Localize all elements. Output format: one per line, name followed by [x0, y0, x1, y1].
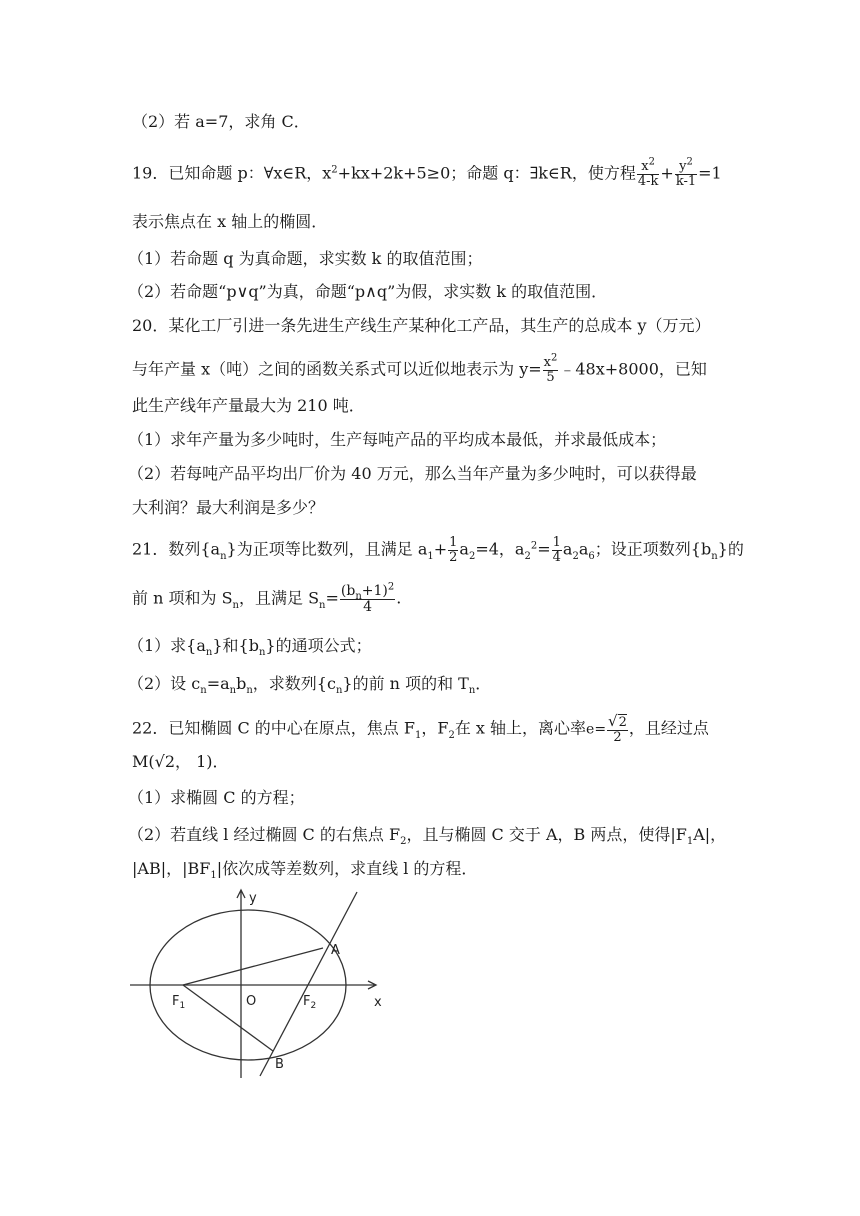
- fraction-y2: [675, 156, 697, 189]
- text-line: [132, 114, 310, 130]
- eccentricity-symbol: e=: [586, 721, 607, 738]
- text-line: [128, 284, 607, 300]
- ellipse-diagram: [128, 888, 388, 1083]
- text: }的: [717, 539, 744, 559]
- text-line: [132, 318, 711, 334]
- text: ，F: [421, 718, 449, 738]
- fraction-root2-2: $\frac{√2}{2}$: [608, 712, 627, 745]
- text-line: [132, 500, 324, 516]
- text: 21．数列{a: [132, 539, 221, 559]
- part-2-label: （2）若 a=7，求角 C．: [132, 112, 310, 131]
- plus-sign: +: [433, 539, 448, 559]
- text: }的前 n 项的和 T: [342, 674, 469, 693]
- problem-21-line: [128, 674, 492, 697]
- problem-20-part-1: （1）求年产量为多少吨时，生产每吨产品的平均成本最低，并求最低成本；: [128, 430, 667, 449]
- denominator: 4-k: [637, 173, 659, 189]
- subscript: n: [335, 685, 343, 697]
- text: }和{b: [212, 636, 259, 655]
- label-a: A: [331, 943, 340, 958]
- numerator: 1: [449, 535, 458, 550]
- fraction-x2: [637, 156, 660, 189]
- exponent: 2: [530, 540, 538, 552]
- text-line: [128, 466, 697, 482]
- label-b: B: [275, 1057, 284, 1072]
- text: ，求数列{c: [252, 674, 336, 693]
- numerator-part: (b: [340, 583, 356, 599]
- problem-22-line: [132, 859, 478, 882]
- text: =a: [206, 674, 230, 693]
- text: （2）设 c: [128, 674, 201, 693]
- denominator: k-1: [675, 173, 697, 189]
- text: ．: [475, 674, 492, 693]
- plus-sign: +: [660, 163, 674, 183]
- point-m: M(√2， 1)．: [132, 752, 229, 771]
- exponent: 2: [331, 164, 338, 176]
- denominator: 4: [552, 549, 561, 565]
- problem-20-text-a: 与年产量 x（吨）之间的函数关系式可以近似地表示为 y=: [132, 359, 542, 379]
- subscript: n: [355, 590, 362, 602]
- label-f1: [172, 994, 185, 1011]
- problem-20-text-b: ﹣48x+8000，已知: [559, 359, 707, 379]
- text: 22．已知椭圆 C 的中心在原点，焦点 F: [132, 718, 415, 738]
- problem-19-part-1: （1）若命题 q 为真命题，求实数 k 的取值范围；: [128, 249, 483, 268]
- problem-22-part-1: （1）求椭圆 C 的方程；: [128, 788, 305, 807]
- fraction-quarter: [552, 536, 562, 564]
- text-line: [132, 398, 365, 414]
- label-x: x: [374, 995, 382, 1010]
- label-f1-sub: 1: [179, 1001, 186, 1011]
- problem-20-text: 大利润？最大利润是多少？: [132, 498, 325, 517]
- text: A|，: [693, 825, 727, 844]
- subscript: n: [205, 647, 213, 659]
- text: .: [396, 588, 402, 608]
- segment-f1b: [183, 985, 273, 1051]
- fraction-half: [448, 536, 458, 564]
- text-line: [128, 432, 666, 448]
- subscript: n: [246, 685, 253, 697]
- subscript: n: [220, 550, 227, 562]
- denominator: 5: [546, 369, 555, 385]
- subscript: 1: [210, 870, 217, 882]
- text-line: [132, 214, 327, 230]
- text: 在 x 轴上，离心率: [454, 718, 587, 738]
- fraction-x2-5: [543, 352, 559, 385]
- subscript: n: [319, 599, 326, 611]
- denominator: 2: [449, 549, 458, 565]
- label-f1-letter: F: [172, 994, 180, 1009]
- numerator-part: +1): [361, 583, 388, 599]
- numerator-var: x: [543, 355, 551, 370]
- problem-20-part-2: （2）若每吨产品平均出厂价为 40 万元，那么当年产量为多少吨时，可以获得最: [128, 464, 697, 483]
- subscript: n: [258, 647, 266, 659]
- numerator-var: x: [641, 159, 649, 174]
- radicand: 2: [618, 715, 627, 730]
- problem-19-stem-a: 19．已知命题 p：∀x∈R，x: [132, 163, 332, 183]
- subscript: n: [711, 550, 718, 562]
- numerator-var: y: [679, 159, 687, 174]
- problem-22-line: [128, 825, 727, 848]
- text: ，且满足 S: [238, 588, 320, 608]
- problem-19-text: 表示焦点在 x 轴上的椭圆．: [132, 212, 328, 231]
- text: }为正项等比数列，且满足 a: [226, 539, 428, 559]
- subscript: 1: [686, 836, 694, 848]
- exponent: 2: [551, 352, 558, 364]
- text: =: [325, 588, 339, 608]
- label-f2-letter: F: [303, 994, 311, 1009]
- text: =4，a: [475, 539, 525, 559]
- fraction-bn: [340, 581, 395, 615]
- label-f2: [303, 994, 316, 1011]
- equation-end: =1: [698, 163, 722, 183]
- problem-19-line: [132, 156, 722, 189]
- label-f2-sub: 2: [310, 1001, 317, 1011]
- problem-21-line: 21．数列$\{a_n\}$为正项等比数列，且满足 $a_1+$ $\frac{1}{2}$ $a_2=4$，$a_2^2=$ $\frac{1}{4}$ $a_2a_6$；设正项数列$\{b_n\}$的: [132, 535, 744, 565]
- text: （2）若直线 l 经过椭圆 C 的右焦点 F: [128, 825, 401, 844]
- text: a: [578, 539, 589, 559]
- text: （1）求{a: [128, 636, 206, 655]
- exponent: 2: [387, 581, 395, 593]
- subscript: 2: [468, 550, 476, 562]
- label-origin: O: [246, 994, 257, 1009]
- text: |AB|，|BF: [132, 859, 211, 878]
- text: a: [562, 539, 573, 559]
- exponent: 2: [648, 156, 655, 168]
- problem-21-line: [132, 581, 402, 615]
- denominator: 2: [613, 729, 622, 745]
- subscript: n: [468, 685, 476, 697]
- numerator: 1: [552, 535, 561, 550]
- text: a: [459, 539, 469, 559]
- subscript: 1: [427, 550, 434, 562]
- exponent: 2: [686, 156, 693, 168]
- text-line: [128, 251, 482, 267]
- text-line: [132, 754, 229, 770]
- text: |依次成等差数列，求直线 l 的方程．: [216, 859, 478, 878]
- text: ，且与椭圆 C 交于 A，B 两点，使得|F: [406, 825, 687, 844]
- segment-f1a: [183, 948, 323, 985]
- text-line: [132, 352, 707, 385]
- subscript: 2: [400, 836, 407, 848]
- problem-22-line: [132, 714, 709, 744]
- problem-21-line: [128, 636, 372, 659]
- label-y: y: [249, 891, 257, 906]
- subscript: n: [232, 599, 239, 611]
- text: }的通项公式；: [265, 636, 372, 655]
- problem-20-text: 此生产线年产量最大为 210 吨．: [132, 396, 365, 415]
- denominator: 4: [363, 598, 373, 615]
- text: b: [236, 674, 247, 693]
- text: ；设正项数列{b: [594, 539, 712, 559]
- problem-20-stem: 20．某化工厂引进一条先进生产线生产某种化工产品，其生产的总成本 y（万元）: [132, 316, 711, 335]
- text: 前 n 项和为 S: [132, 588, 233, 608]
- subscript: n: [229, 685, 237, 697]
- problem-19-stem-b: +kx+2k+5≥0；命题 q：∃k∈R，使方程: [337, 163, 636, 183]
- subscript: 1: [414, 729, 422, 741]
- problem-19-part-2: （2）若命题“p∨q”为真，命题“p∧q”为假，求实数 k 的取值范围．: [128, 282, 608, 301]
- subscript: n: [200, 685, 207, 697]
- subscript: 2: [448, 729, 455, 741]
- subscript: 2: [572, 550, 579, 562]
- text-line: [128, 790, 305, 806]
- text: ，且经过点: [628, 718, 709, 738]
- line-l: [260, 892, 357, 1076]
- subscript: 2: [524, 550, 531, 562]
